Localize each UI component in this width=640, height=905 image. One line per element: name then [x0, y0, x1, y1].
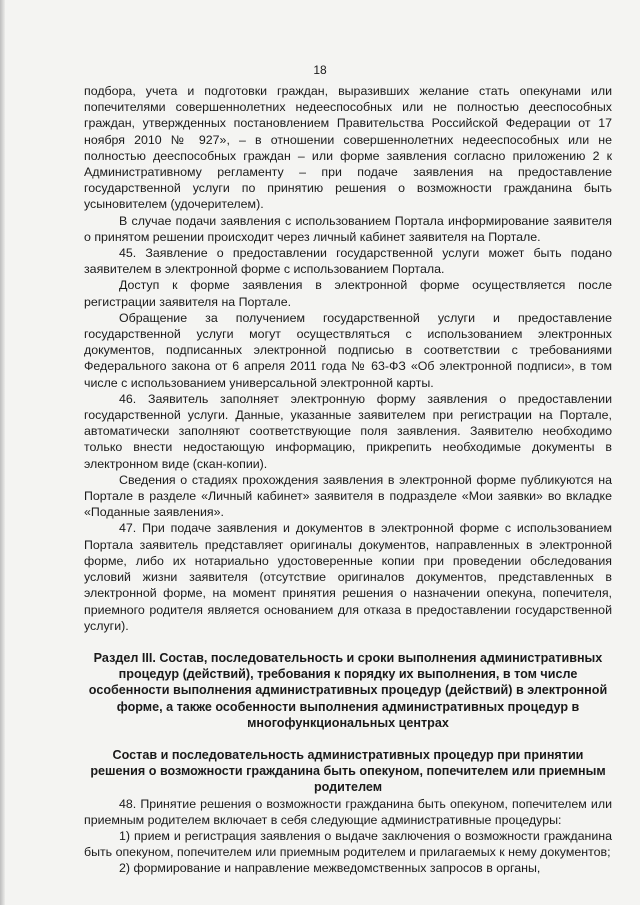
paragraph: Доступ к форме заявления в электронной форме осуществляется после регистрации заявителя на Портале. [84, 278, 612, 309]
paragraph: 45. Заявление о предоставлении государственной услуги может быть подано заявителем в электронной форме с использованием Портала. [84, 246, 612, 277]
paragraph: 47. При подаче заявления и документов в электронной форме с использованием Портала заявитель представляет оригиналы документов, направленных в электронной форме, либо их нотариально удостоверенные копии при проведении обследования условий жизни заявителя (отсутствие оригиналов документов, представленных в электронной форме, на момент принятия решения о назначении опекуна, попечителя, приемного родителя является основанием для отказа в предоставлении государственной услуги). [84, 521, 612, 633]
paragraph: 2) формирование и направление межведомственных запросов в органы, [119, 861, 541, 876]
paragraph: подбора, учета и подготовки граждан, выразивших желание стать опекунами или попечителями совершеннолетних недееспособных или не полностью дееспособных граждан, утвержденных постановлением Правительства Российской Федерации от 17 ноября 2010 № 927», – в отношении совершеннолетних недееспособных или не полностью дееспособных граждан – или форме заявления согласно приложению 2 к Административному регламенту – при подаче заявления на предоставление государственной услуги по принятию решения о возможности гражданина быть усыновителем (удочерителем). [84, 84, 612, 212]
paragraph: Сведения о стадиях прохождения заявления в электронной форме публикуются на Портале в разделе «Личный кабинет» заявителя в подразделе «Мои заявки» во вкладке «Поданные заявления». [84, 472, 612, 520]
paragraph: 1) прием и регистрация заявления о выдаче заключения о возможности гражданина быть опекуном, попечителем или приемным родителем и прилагаемых к нему документов; [84, 828, 612, 860]
scan-edge [0, 0, 5, 905]
paragraph: В случае подачи заявления с использованием Портала информирование заявителя о принятом решении происходит через личный кабинет заявителя на Портале. [84, 213, 612, 244]
paragraph: 46. Заявитель заполняет электронную форму заявления о предоставлении государственной услуги. Данные, указанные заявителем при регистрации на Портале, автоматически заполняют соответствующие поля заявления. Заявителю необходимо только внести недостающую информацию, прикрепить необходимые документы в электронном виде (скан-копии). [84, 391, 612, 471]
document-body [84, 83, 612, 877]
section-heading: Раздел III. Состав, последовательность и сроки выполнения административных процедур (действий), требования к порядку их выполнения, в том числе особенности выполнения административных процедур (действий) в электронной форме, а также особенности выполнения административных процедур в многофункциональных центрах [88, 650, 608, 730]
paragraph: 48. Принятие решения о возможности гражданина быть опекуном, попечителем или приемным родителем включает в себя следующие административные процедуры: [84, 796, 612, 827]
paragraph: Обращение за получением государственной услуги и предоставление государственной услуги могут осуществляться с использованием электронных документов, подписанных электронной подписью в соответствии с требованиями Федерального закона от 6 апреля 2011 года № 63-ФЗ «Об электронной подписи», в том числе с использованием универсальной электронной карты. [84, 310, 612, 390]
subsection-heading: Состав и последовательность административных процедур при принятии решения о возможности гражданина быть опекуном, попечителем или приемным родителем [90, 747, 606, 795]
page-number: 18 [313, 63, 327, 77]
